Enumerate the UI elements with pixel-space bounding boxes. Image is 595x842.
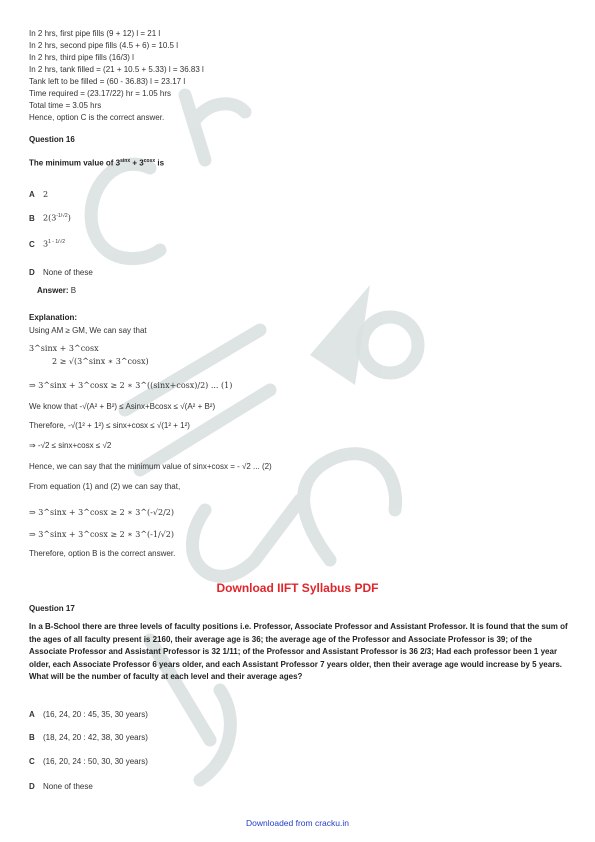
calc-line: Hence, option C is the correct answer. bbox=[29, 113, 165, 122]
option-exp: 1 - 1/√2 bbox=[48, 239, 66, 245]
option-d[interactable] bbox=[29, 268, 93, 277]
question-17-heading: Question 17 bbox=[29, 604, 75, 613]
calc-line: In 2 hrs, third pipe fills (16/3) l bbox=[29, 53, 134, 62]
option-b[interactable] bbox=[29, 733, 148, 742]
explanation-line: ⇒ 3^sinx + 3^cosx ≥ 2 ∗ 3^((sinx+cosx)/2) ... (1) bbox=[29, 381, 233, 390]
option-text: None of these bbox=[43, 782, 93, 791]
option-text: (18, 24, 20 : 42, 38, 30 years) bbox=[43, 733, 148, 742]
option-text: 2(3 bbox=[43, 213, 57, 223]
option-key: D bbox=[29, 782, 35, 791]
explanation-line: Using AM ≥ GM, We can say that bbox=[29, 326, 147, 335]
option-key: C bbox=[29, 757, 35, 766]
option-b[interactable] bbox=[29, 213, 71, 223]
explanation-line: 3^sinx + 3^cosx bbox=[29, 344, 99, 353]
calc-line: Time required = (23.17/22) hr = 1.05 hrs bbox=[29, 89, 171, 98]
option-key: D bbox=[29, 268, 35, 277]
prompt-end: is bbox=[155, 158, 165, 168]
explanation-line: Hence, we can say that the minimum value of sinx+cosx = - √2 ... (2) bbox=[29, 462, 272, 471]
prompt-text: The minimum value of 3 bbox=[29, 158, 121, 168]
answer-line bbox=[37, 286, 76, 296]
option-tail: ) bbox=[67, 213, 71, 223]
calc-line: In 2 hrs, second pipe fills (4.5 + 6) = 10.5 l bbox=[29, 41, 178, 50]
option-exp: -1/√2 bbox=[56, 213, 68, 219]
explanation-line: We know that -√(A² + B²) ≤ Asinx+Bcosx ≤ √(A² + B²) bbox=[29, 402, 216, 411]
prompt-plus: + 3 bbox=[130, 158, 144, 168]
option-key: B bbox=[29, 213, 35, 223]
calc-line: In 2 hrs, tank filled = (21 + 10.5 + 5.33) l = 36.83 l bbox=[29, 65, 204, 74]
explanation-line: ⇒ 3^sinx + 3^cosx ≥ 2 ∗ 3^(-√2/2) bbox=[29, 508, 174, 517]
option-d[interactable] bbox=[29, 782, 93, 791]
explanation-line: Therefore, option B is the correct answer. bbox=[29, 549, 176, 558]
option-key: B bbox=[29, 733, 35, 742]
footer-source-link[interactable]: Downloaded from cracku.in bbox=[246, 818, 349, 828]
option-text: 3 bbox=[43, 239, 49, 249]
answer-label: Answer: bbox=[37, 286, 69, 295]
calc-line: In 2 hrs, first pipe fills (9 + 12) l = 21 l bbox=[29, 29, 161, 38]
explanation-line: ⇒ 3^sinx + 3^cosx ≥ 2 ∗ 3^(-1/√2) bbox=[29, 530, 174, 539]
explanation-label: Explanation: bbox=[29, 313, 78, 322]
option-a[interactable] bbox=[29, 190, 48, 199]
explanation-line: Therefore, -√(1² + 1²) ≤ sinx+cosx ≤ √(1² + 1²) bbox=[29, 421, 190, 430]
question-17-body: In a B-School there are three levels of faculty positions i.e. Professor, Associate Professor and Assistant Professor. It is found that the sum of the ages of all faculty present is 2160, their average age is 36; the average age of the Professor and Associate Professor is 39; of the Associate Professor and Assistant Professor is 32 1/11; of the Professor and Assistant Professor is 36 2/3; Had each professor been 1 year older, each Associate Professor 6 years older, and each Assistant Professor 7 years older, then their average age would increase by 5 years. What will be the number of faculty at each level and their average ages? bbox=[29, 622, 568, 681]
download-syllabus-link[interactable]: Download IIFT Syllabus PDF bbox=[216, 581, 379, 595]
option-key: A bbox=[29, 190, 35, 199]
prompt-exp2: cosx bbox=[143, 158, 156, 164]
option-c[interactable] bbox=[29, 757, 148, 766]
option-key: C bbox=[29, 239, 35, 249]
option-text: (16, 20, 24 : 50, 30, 30 years) bbox=[43, 757, 148, 766]
explanation-line: 2 ≥ √(3^sinx ∗ 3^cosx) bbox=[52, 357, 149, 366]
option-text: 2 bbox=[43, 190, 49, 199]
question-16-heading: Question 16 bbox=[29, 135, 75, 144]
explanation-line: ⇒ -√2 ≤ sinx+cosx ≤ √2 bbox=[29, 441, 112, 450]
option-text: None of these bbox=[43, 268, 93, 277]
question-16-prompt bbox=[29, 156, 164, 169]
answer-value: B bbox=[70, 286, 77, 295]
option-text: (16, 24, 20 : 45, 35, 30 years) bbox=[43, 710, 148, 719]
explanation-line: From equation (1) and (2) we can say that, bbox=[29, 482, 181, 491]
calc-line: Tank left to be filled = (60 - 36.83) l = 23.17 l bbox=[29, 77, 186, 86]
option-c[interactable] bbox=[29, 239, 65, 249]
option-key: A bbox=[29, 710, 35, 719]
option-a[interactable] bbox=[29, 710, 148, 719]
prompt-exp1: sinx bbox=[120, 158, 131, 164]
calc-line: Total time = 3.05 hrs bbox=[29, 101, 102, 110]
